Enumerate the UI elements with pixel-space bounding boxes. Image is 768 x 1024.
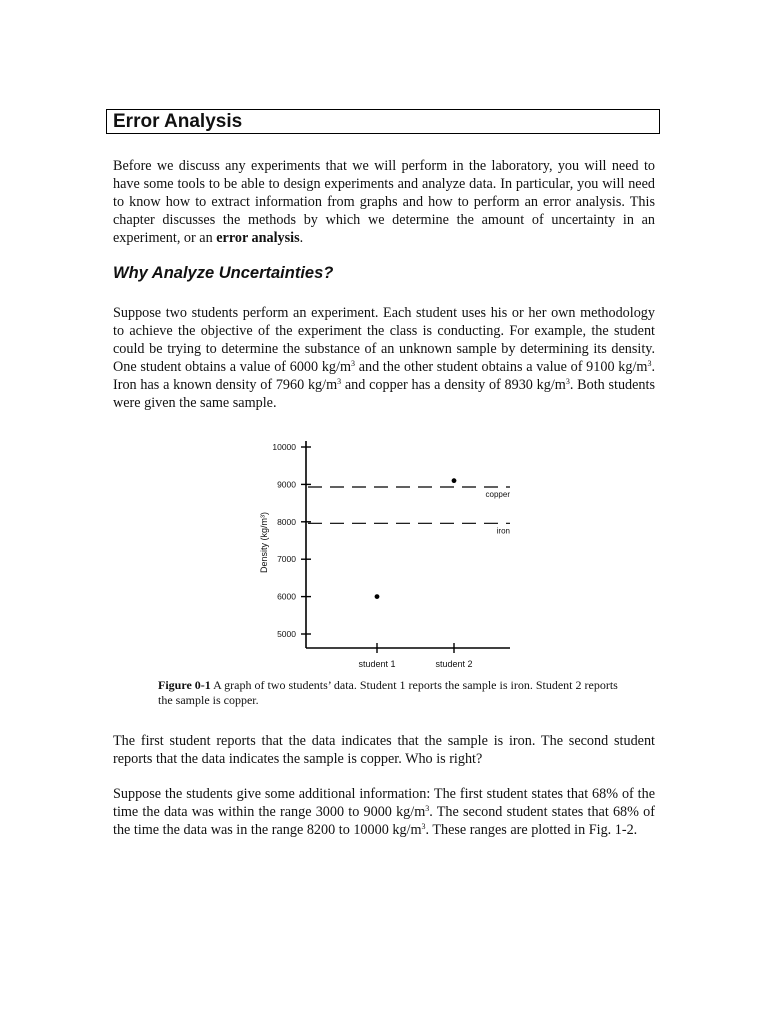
figure-label: Figure 0-1 bbox=[158, 678, 211, 692]
y-axis-label: Density (kg/m³) bbox=[259, 511, 269, 574]
para2-sup4: 3 bbox=[565, 376, 570, 386]
reference-label-iron: iron bbox=[496, 526, 510, 536]
para2-sup3: 3 bbox=[337, 376, 342, 386]
x-tick-label: student 2 bbox=[435, 659, 473, 669]
para2-s2: and the other student obtains a value of 9100 kg/m bbox=[354, 358, 648, 375]
chapter-title: Error Analysis bbox=[113, 111, 243, 132]
y-tick-label: 9000 bbox=[277, 479, 296, 490]
y-tick-label: 6000 bbox=[277, 591, 296, 602]
para4-s1: Suppose the students give some additional information: The first student states that 68% of the time the data was within the range 3000 to 9000 kg/m bbox=[113, 786, 655, 820]
students-paragraph bbox=[113, 305, 655, 412]
conclusion-paragraph bbox=[113, 733, 655, 769]
intro-text: Before we discuss any experiments that we will perform in the laboratory, you will need to have some tools to be able to design experiments and analyze data. In particular, you will need to know how to extract information from graphs and how to perform an error analysis. This chapter discusses the methods by which we determine the amount of uncertainty in an experiment, or an bbox=[113, 158, 655, 246]
para3-text: The first student reports that the data indicates that the sample is iron. The second student reports that the data indicates the sample is copper. Who is right? bbox=[113, 733, 655, 767]
y-tick-label: 7000 bbox=[277, 554, 296, 565]
reference-label-copper: copper bbox=[485, 490, 510, 500]
para2-s1: Suppose two students perform an experiment. Each student uses his or her own methodology to achieve the objective of the experiment the class is conducting. For example, the student could be trying to determine the substance of an unknown sample by determining its density. One student obtains a value of 6000 kg/m bbox=[113, 305, 655, 375]
para4-sup1: 3 bbox=[425, 803, 430, 813]
y-tick-label: 10000 bbox=[272, 442, 296, 452]
intro-text-end: . bbox=[299, 229, 304, 246]
data-point bbox=[452, 478, 457, 483]
figure-caption bbox=[158, 678, 618, 708]
para4-s3: . These ranges are plotted in Fig. 1-2. bbox=[425, 821, 638, 838]
chapter-title-box bbox=[106, 109, 660, 134]
y-tick-label: 5000 bbox=[277, 629, 296, 639]
para2-s4: and copper has a density of 8930 kg/m bbox=[341, 376, 566, 393]
figure-caption-text: A graph of two students’ data. Student 1 reports the sample is iron. Student 2 reports the sample is copper. bbox=[158, 678, 618, 707]
para2-sup2: 3 bbox=[647, 358, 652, 368]
para4-sup2: 3 bbox=[421, 821, 426, 831]
x-tick-label: student 1 bbox=[358, 659, 396, 669]
para2-sup1: 3 bbox=[350, 358, 355, 368]
error-analysis-term: error analysis bbox=[216, 229, 300, 246]
density-chart bbox=[250, 430, 530, 675]
para2-s3: . Iron has a known density of 7960 kg/m bbox=[113, 358, 655, 393]
section-heading: Why Analyze Uncertainties? bbox=[113, 264, 334, 282]
para4-s2: . The second student states that 68% of the time the data was in the range 8200 to 10000 kg/m bbox=[113, 803, 655, 838]
para2-s5: . Both students were given the same sample. bbox=[113, 376, 655, 411]
data-point bbox=[375, 594, 380, 599]
intro-paragraph bbox=[113, 158, 655, 248]
y-tick-label: 8000 bbox=[277, 516, 296, 527]
ranges-paragraph bbox=[113, 786, 655, 840]
